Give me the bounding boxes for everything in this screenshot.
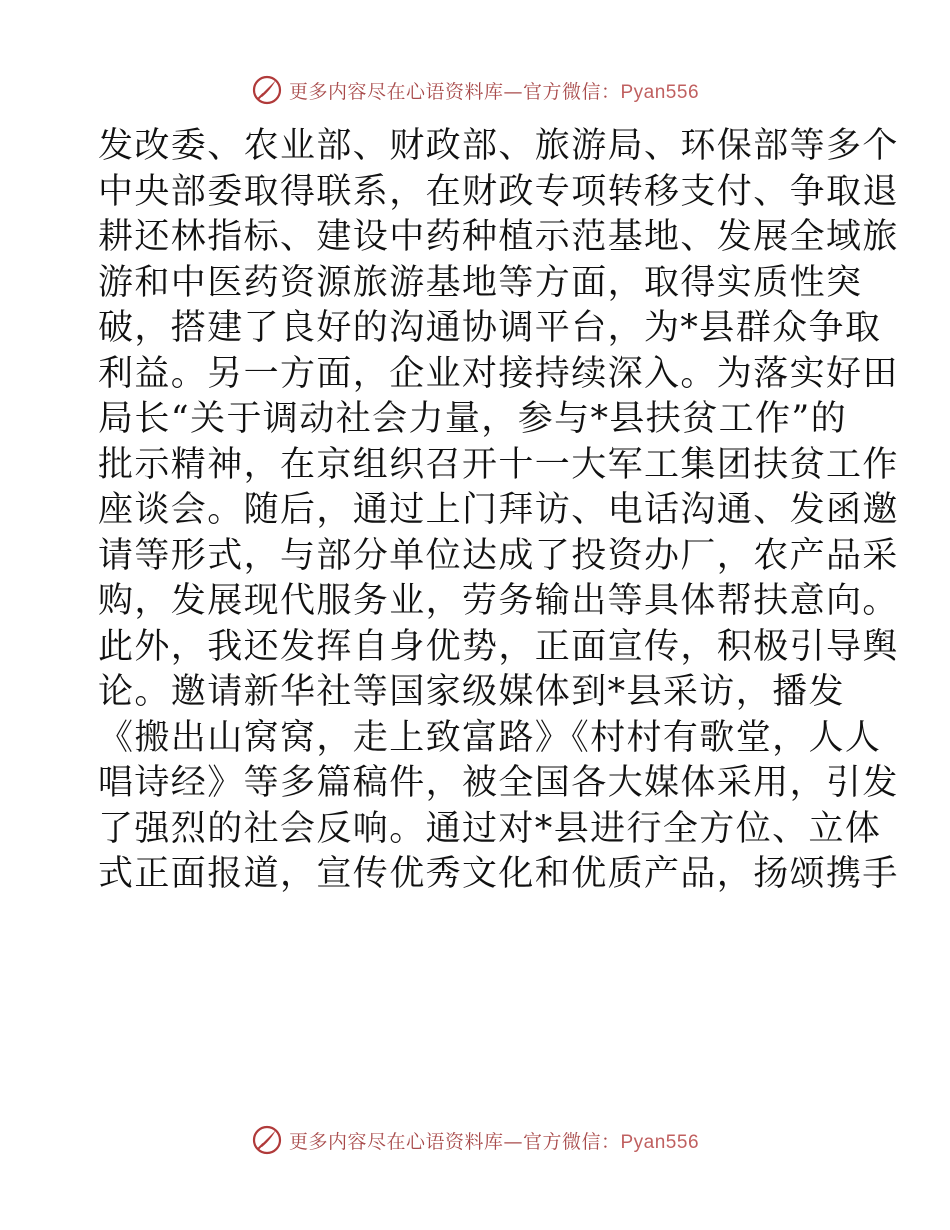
header-banner-text: 更多内容尽在心语资料库—官方微信：Pyan556 (288, 80, 700, 103)
text-line: 局长“关于调动社会力量，参与*县扶贫工作”的 (98, 399, 848, 439)
text-line: 发改委、农业部、财政部、旅游局、环保部等多个 (98, 126, 899, 166)
text-line: 了强烈的社会反响。通过对*县进行全方位、立体 (98, 808, 882, 849)
quill-logo-icon (251, 74, 283, 106)
header-banner (0, 70, 950, 110)
text-line: 破，搭建了良好的沟通协调平台，为*县群众争取 (98, 308, 882, 348)
text-line: 购，发展现代服务业，劳务输出等具体帮扶意向。 (98, 581, 899, 621)
text-line: 座谈会。随后，通过上门拜访、电话沟通、发函邀 (98, 490, 899, 530)
text-line: 论。邀请新华社等国家级媒体到*县采访，播发 (98, 672, 845, 712)
text-line: 利益。另一方面，企业对接持续深入。为落实好田 (98, 353, 899, 394)
text-line: 耕还林指标、建设中药种植示范基地、发展全域旅 (98, 217, 899, 257)
text-line: 请等形式，与部分单位达成了投资办厂，农产品采 (98, 535, 899, 576)
text-line: 《搬出山窝窝，走上致富路》《村村有歌堂，人人 (98, 717, 882, 758)
footer-banner (0, 1120, 950, 1160)
footer-banner-text: 更多内容尽在心语资料库—官方微信：Pyan556 (288, 1130, 700, 1153)
text-line: 式正面报道，宣传优秀文化和优质产品，扬颂携手 (98, 854, 899, 894)
text-line: 中央部委取得联系，在财政专项转移支付、争取退 (98, 171, 899, 212)
text-line: 游和中医药资源旅游基地等方面，取得实质性突 (98, 262, 863, 303)
text-line: 此外，我还发挥自身优势，正面宣传，积极引导舆 (98, 626, 899, 667)
text-line: 唱诗经》等多篇稿件，被全国各大媒体采用，引发 (98, 763, 899, 803)
document-body (98, 124, 899, 898)
quill-logo-icon (251, 1124, 283, 1156)
text-line: 批示精神，在京组织召开十一大军工集团扶贫工作 (98, 444, 899, 485)
